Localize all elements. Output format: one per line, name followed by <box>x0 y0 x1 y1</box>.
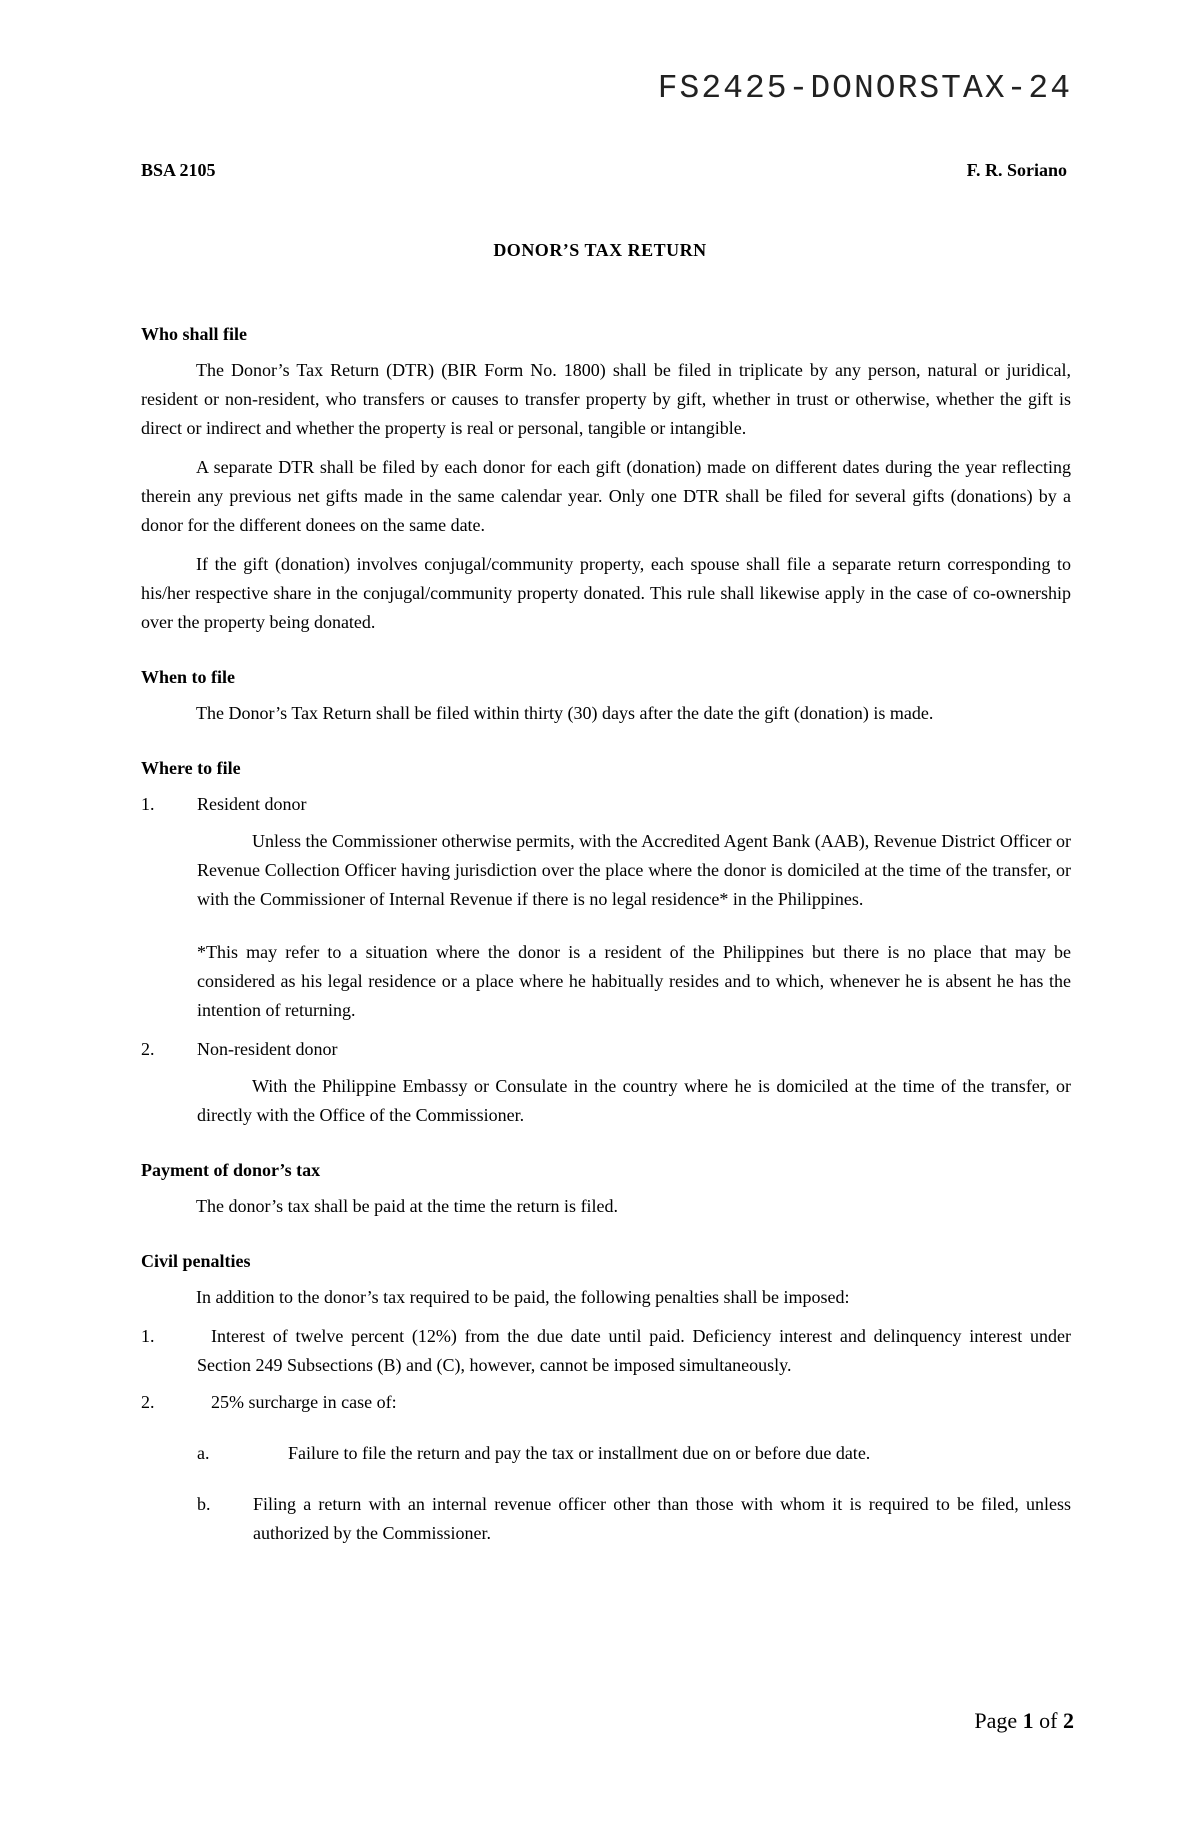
sub-list-text: Filing a return with an internal revenue officer other than those with whom it is required to be filed, unless authorized by the Commissioner. <box>253 1494 1071 1543</box>
list-number: 1. <box>141 1326 155 1346</box>
sub-list-item <box>197 1439 1071 1468</box>
non-resident-donor-block <box>197 1072 1071 1130</box>
list-item <box>141 1322 1071 1380</box>
list-item <box>141 1035 1071 1064</box>
sub-list-text: Failure to file the return and pay the tax or installment due on or before due date. <box>288 1443 871 1463</box>
when-to-file-heading: When to file <box>141 667 235 687</box>
current-page: 1 <box>1022 1708 1034 1733</box>
resident-donor-block <box>197 827 1071 1025</box>
resident-donor-footnote: *This may refer to a situation where the donor is a resident of the Philippines but there is no place that may be considered as his legal residence or a place where he habitually resides and to which, whenever he is absent he has the intention of returning. <box>197 942 1071 1020</box>
author-name: F. R. Soriano <box>966 160 1067 180</box>
of-word: of <box>1039 1708 1058 1733</box>
sub-list-item <box>197 1490 1071 1548</box>
list-number: 1. <box>141 794 155 814</box>
sub-list-letter: b. <box>197 1494 211 1514</box>
who-shall-file-heading: Who shall file <box>141 324 248 344</box>
list-number: 2. <box>141 1039 155 1059</box>
who-shall-file-section <box>141 320 1071 637</box>
who-paragraph-2: A separate DTR shall be filed by each donor for each gift (donation) made on different dates during the year reflecting therein any previous net gifts made in the same calendar year. Only one DTR shall be filed for several gifts (donations) by a donor for the different donees on the same date. <box>141 457 1071 535</box>
where-to-file-heading: Where to file <box>141 758 241 778</box>
sub-list-letter: a. <box>197 1443 210 1463</box>
document-code: FS2425-DONORSTAX-24 <box>657 70 1072 107</box>
payment-paragraph: The donor’s tax shall be paid at the time the return is filed. <box>196 1196 619 1216</box>
when-to-file-section <box>141 663 1071 728</box>
list-label: Non-resident donor <box>197 1039 338 1059</box>
civil-penalties-heading: Civil penalties <box>141 1251 251 1271</box>
list-text: Interest of twelve percent (12%) from the due date until paid. Deficiency interest and delinquency interest under Section 249 Subsections (B) and (C), however, cannot be imposed simultaneously. <box>197 1326 1071 1375</box>
list-item <box>141 1388 1071 1417</box>
list-label: Resident donor <box>197 794 307 814</box>
where-to-file-section <box>141 754 1071 1130</box>
total-pages: 2 <box>1063 1708 1074 1733</box>
resident-donor-text: Unless the Commissioner otherwise permits, with the Accredited Agent Bank (AAB), Revenue District Officer or Revenue Collection Officer having jurisdiction over the place where the donor is domiciled at the time of the transfer, or with the Commissioner of Internal Revenue if there is no legal residence* in the Philippines. <box>197 831 1071 909</box>
list-number: 2. <box>141 1392 155 1412</box>
when-paragraph: The Donor’s Tax Return shall be filed within thirty (30) days after the date the gift (donation) is made. <box>196 703 934 723</box>
page-number <box>974 1708 1074 1734</box>
who-paragraph-1: The Donor’s Tax Return (DTR) (BIR Form No. 1800) shall be filed in triplicate by any person, natural or juridical, resident or non-resident, who transfers or causes to transfer property by gift, whether in trust or otherwise, whether the gift is direct or indirect and whether the property is real or personal, tangible or intangible. <box>141 360 1071 438</box>
payment-heading: Payment of donor’s tax <box>141 1160 321 1180</box>
list-item <box>141 790 1071 819</box>
who-paragraph-3: If the gift (donation) involves conjugal/community property, each spouse shall file a separate return corresponding to his/her respective share in the conjugal/community property donated. This rule shall likewise apply in the case of co-ownership over the property being donated. <box>141 554 1071 632</box>
page-title: DONOR’S TAX RETURN <box>493 240 707 260</box>
course-code: BSA 2105 <box>141 160 216 180</box>
civil-penalties-section <box>141 1247 1071 1548</box>
page-word: Page <box>974 1708 1018 1733</box>
list-text: 25% surcharge in case of: <box>211 1392 397 1412</box>
document-body <box>141 320 1071 1574</box>
civil-penalties-intro: In addition to the donor’s tax required to be paid, the following penalties shall be imposed: <box>196 1287 850 1307</box>
non-resident-donor-text: With the Philippine Embassy or Consulate in the country where he is domiciled at the time of the transfer, or directly with the Office of the Commissioner. <box>197 1076 1071 1125</box>
payment-section <box>141 1156 1071 1221</box>
